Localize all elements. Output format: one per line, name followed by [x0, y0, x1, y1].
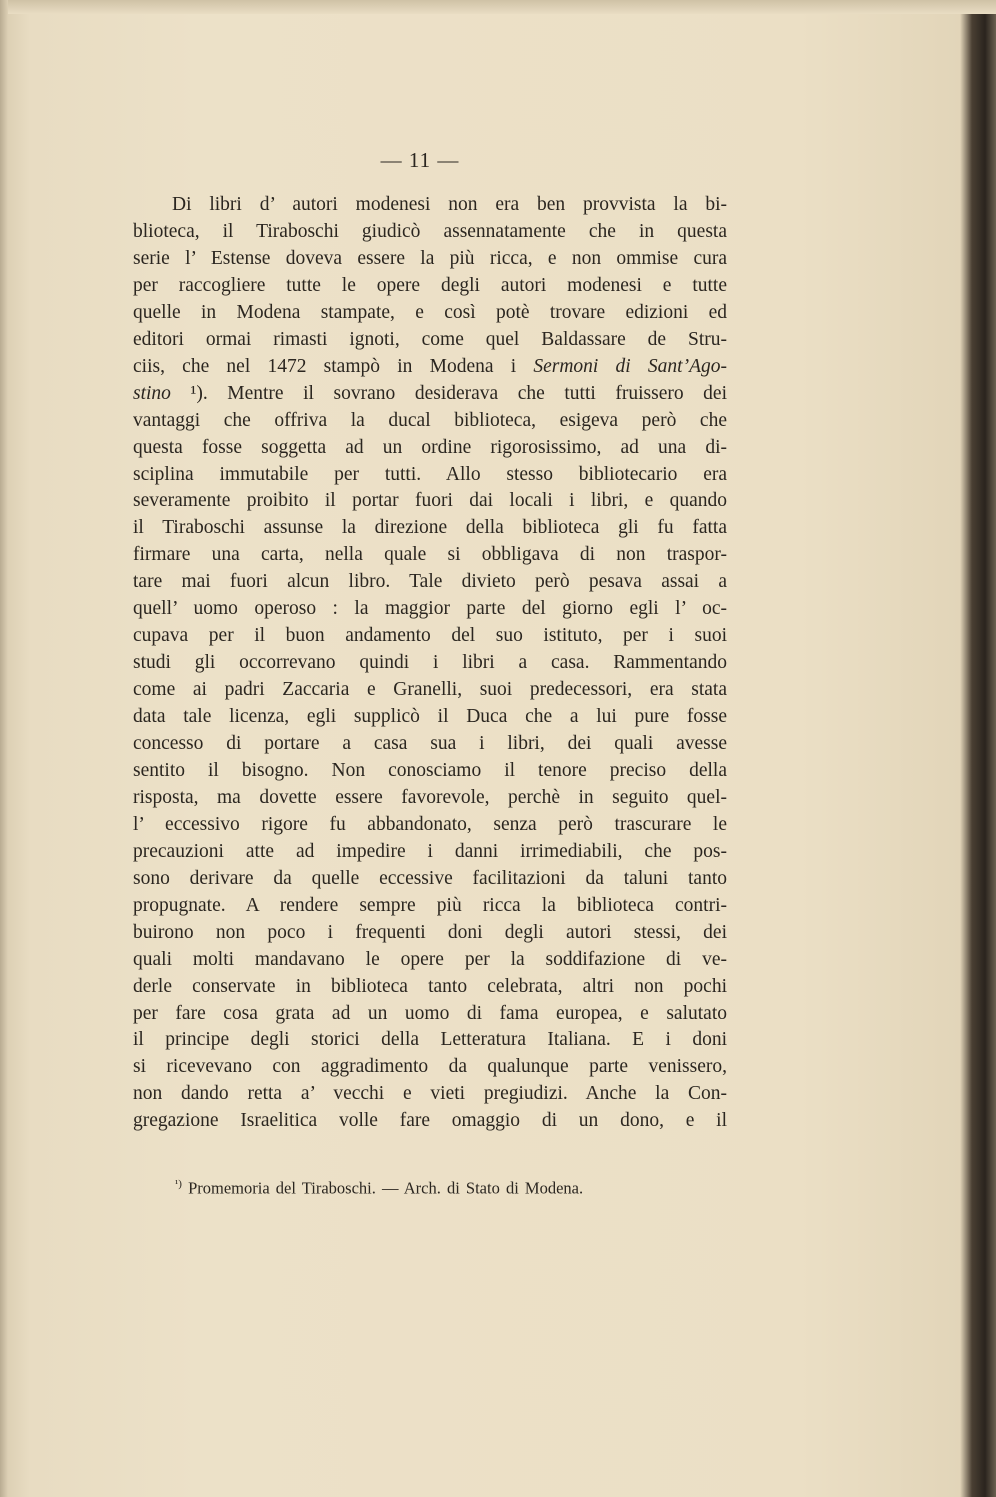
page-left-edge: [0, 0, 8, 1497]
line-text: quali molti mandavano le opere per la soddifazione di ve-: [133, 948, 727, 970]
line-text: cupava per il buon andamento del suo istituto, per i suoi: [133, 625, 727, 647]
text-line: [133, 328, 727, 352]
line-text: l’ eccessivo rigore fu abbandonato, senza però trascurare le: [133, 813, 727, 835]
text-line: [133, 1109, 727, 1133]
line-text: il principe degli storici della Letteratura Italiana. E i doni: [133, 1029, 727, 1051]
text-line: [133, 1082, 727, 1106]
line-text: serie l’ Estense doveva essere la più ricca, e non ommise cura: [133, 247, 727, 269]
italic-title-text: Sermoni di Sant’Ago-: [533, 355, 727, 377]
line-text: sentito il bisogno. Non conosciamo il tenore preciso della: [133, 759, 727, 781]
line-text: vantaggi che offriva la ducal biblioteca, esigeva però che: [133, 409, 727, 431]
text-line: [133, 355, 727, 379]
text-line: [133, 840, 727, 864]
text-line: [133, 759, 727, 783]
line-text: come ai padri Zaccaria e Granelli, suoi predecessori, era stata: [133, 679, 727, 701]
text-line: [133, 948, 727, 972]
line-text: sciplina immutabile per tutti. Allo stesso bibliotecario era: [133, 463, 727, 485]
line-text: blioteca, il Tiraboschi giudicò assennatamente che in questa: [133, 220, 727, 242]
line-text: derle conservate in biblioteca tanto celebrata, altri non pochi: [133, 975, 727, 997]
text-line: [133, 463, 727, 487]
text-line: [133, 516, 727, 540]
line-text: gregazione Israelitica volle fare omaggio di un dono, e il: [133, 1110, 727, 1132]
text-line: [133, 247, 727, 271]
text-line: [133, 301, 727, 325]
line-text: editori ormai rimasti ignoti, come quel Baldassare de Stru-: [133, 328, 727, 350]
line-text: data tale licenza, egli supplicò il Duca che a lui pure fosse: [133, 706, 727, 728]
line-text: Di libri d’ autori modenesi non era ben provvista la bi-: [172, 194, 727, 215]
line-text: propugnate. A rendere sempre più ricca la biblioteca contri-: [133, 894, 727, 916]
line-text: non dando retta a’ vecchi e vieti pregiudizi. Anche la Con-: [133, 1083, 727, 1105]
line-text: firmare una carta, nella quale si obbligava di non traspor-: [133, 544, 727, 566]
line-text: severamente proibito il portar fuori dai locali i libri, e quando: [133, 490, 727, 512]
italic-title-text: stino: [133, 382, 171, 404]
text-line: [133, 975, 727, 999]
line-text: si ricevevano con aggradimento da qualunque parte venissero,: [133, 1056, 727, 1078]
line-text: precauzioni atte ad impedire i danni irrimediabili, che pos-: [133, 840, 727, 862]
line-text: sono derivare da quelle eccessive facilitazioni da taluni tanto: [133, 867, 727, 889]
text-line: [133, 220, 727, 244]
text-line: [133, 813, 727, 837]
line-text: per raccogliere tutte le opere degli autori modenesi e tutte: [133, 274, 727, 296]
text-line: [133, 489, 727, 513]
footnote-text: Promemoria del Tiraboschi. — Arch. di Stato di Modena.: [188, 1178, 584, 1198]
line-text: tare mai fuori alcun libro. Tale divieto però pesava assai a: [133, 571, 727, 593]
line-text: quell’ uomo operoso : la maggior parte del giorno egli l’ oc-: [133, 598, 727, 620]
text-line: [133, 894, 727, 918]
footnote: [175, 1178, 583, 1199]
line-text: questa fosse soggetta ad un ordine rigorosissimo, ad una di-: [133, 436, 727, 458]
text-line: [133, 570, 727, 594]
text-line: [133, 678, 727, 702]
text-line: [133, 921, 727, 945]
line-text: ¹). Mentre il sovrano desiderava che tutti fruissero dei: [170, 382, 727, 404]
text-line: [133, 732, 727, 756]
text-line: [133, 274, 727, 298]
text-line: [133, 651, 727, 675]
footnote-marker: ¹): [175, 1178, 182, 1190]
line-text: quelle in Modena stampate, e così potè trovare edizioni ed: [133, 301, 727, 323]
text-line: [133, 409, 727, 433]
text-line: [133, 382, 727, 406]
page-top-edge: [0, 0, 996, 14]
line-text: studi gli occorrevano quindi i libri a casa. Rammentando: [133, 652, 727, 674]
line-text: per fare cosa grata ad un uomo di fama europea, e salutato: [133, 1002, 727, 1024]
text-line: [133, 543, 727, 567]
text-line: [133, 436, 727, 460]
text-line: [133, 624, 727, 648]
text-line: [133, 1028, 727, 1052]
text-line: [133, 705, 727, 729]
text-line: [133, 867, 727, 891]
line-text: concesso di portare a casa sua i libri, dei quali avesse: [133, 733, 727, 754]
text-line: [133, 597, 727, 621]
text-line: [133, 1002, 727, 1026]
page-number: — 11 —: [380, 148, 460, 172]
line-text: buirono non poco i frequenti doni degli autori stessi, dei: [133, 921, 727, 943]
line-text: risposta, ma dovette essere favorevole, perchè in seguito quel-: [133, 786, 727, 808]
text-line: [133, 1055, 727, 1079]
text-line: [133, 786, 727, 810]
line-text: ciis, che nel 1472 stampò in Modena i: [133, 355, 534, 377]
line-text: il Tiraboschi assunse la direzione della biblioteca gli fu fatta: [133, 517, 727, 539]
text-line: [172, 193, 727, 217]
